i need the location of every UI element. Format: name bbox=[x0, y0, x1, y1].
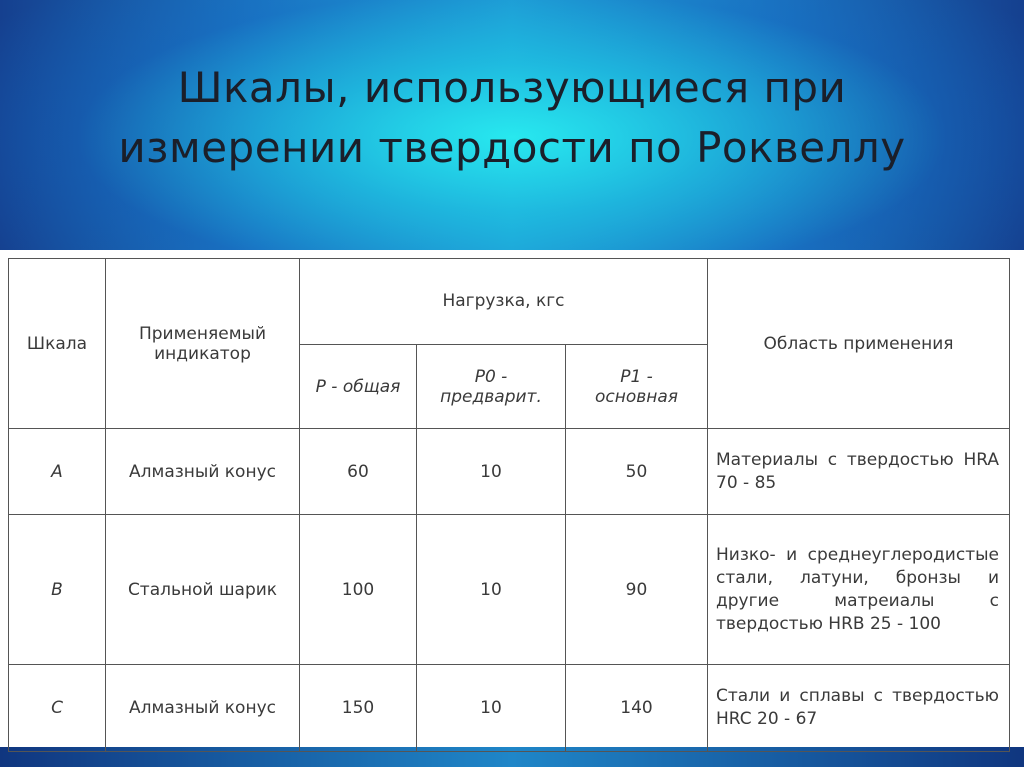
cell-scale: B bbox=[9, 515, 106, 665]
cell-application: Материалы с твердостью HRA 70 - 85 bbox=[708, 429, 1010, 515]
cell-p1: 90 bbox=[566, 515, 708, 665]
cell-p1: 50 bbox=[566, 429, 708, 515]
header-application: Область применения bbox=[708, 259, 1010, 429]
header-scale: Шкала bbox=[9, 259, 106, 429]
table-row bbox=[9, 429, 1010, 515]
cell-indicator: Стальной шарик bbox=[106, 515, 300, 665]
cell-p-total: 150 bbox=[300, 665, 417, 752]
header-p1 bbox=[566, 345, 708, 429]
cell-indicator: Алмазный конус bbox=[106, 429, 300, 515]
header-p0 bbox=[417, 345, 566, 429]
cell-p-total: 100 bbox=[300, 515, 417, 665]
cell-p1: 140 bbox=[566, 665, 708, 752]
cell-application: Низко- и среднеуглеродистые стали, латуни, бронзы и другие матреиалы с твердостью HRB 25 - 100 bbox=[708, 515, 1010, 665]
cell-scale: C bbox=[9, 665, 106, 752]
header-load-label: Нагрузка, кгс bbox=[442, 291, 565, 311]
cell-indicator: Алмазный конус bbox=[106, 665, 300, 752]
header-p1-label: P1 - основная bbox=[594, 366, 679, 407]
slide-title-line-2: измерении твердости по Роквеллу bbox=[118, 123, 906, 172]
cell-application: Стали и сплавы с твердостью HRC 20 - 67 bbox=[708, 665, 1010, 752]
cell-p-total: 60 bbox=[300, 429, 417, 515]
cell-scale: A bbox=[9, 429, 106, 515]
header-indicator bbox=[106, 259, 300, 429]
header-indicator-label: Применяемый индикатор bbox=[138, 323, 266, 364]
rockwell-scales-table bbox=[8, 258, 1010, 752]
header-p0-label: P0 - предварит. bbox=[440, 366, 542, 407]
header-load bbox=[300, 259, 708, 345]
slide-title-line-1: Шкалы, использующиеся при bbox=[177, 63, 847, 112]
table-row bbox=[9, 515, 1010, 665]
cell-p0: 10 bbox=[417, 665, 566, 752]
table-row bbox=[9, 665, 1010, 752]
cell-p0: 10 bbox=[417, 515, 566, 665]
cell-p0: 10 bbox=[417, 429, 566, 515]
header-p-total: P - общая bbox=[300, 345, 417, 429]
title-banner bbox=[0, 0, 1024, 250]
slide-title bbox=[40, 58, 984, 178]
